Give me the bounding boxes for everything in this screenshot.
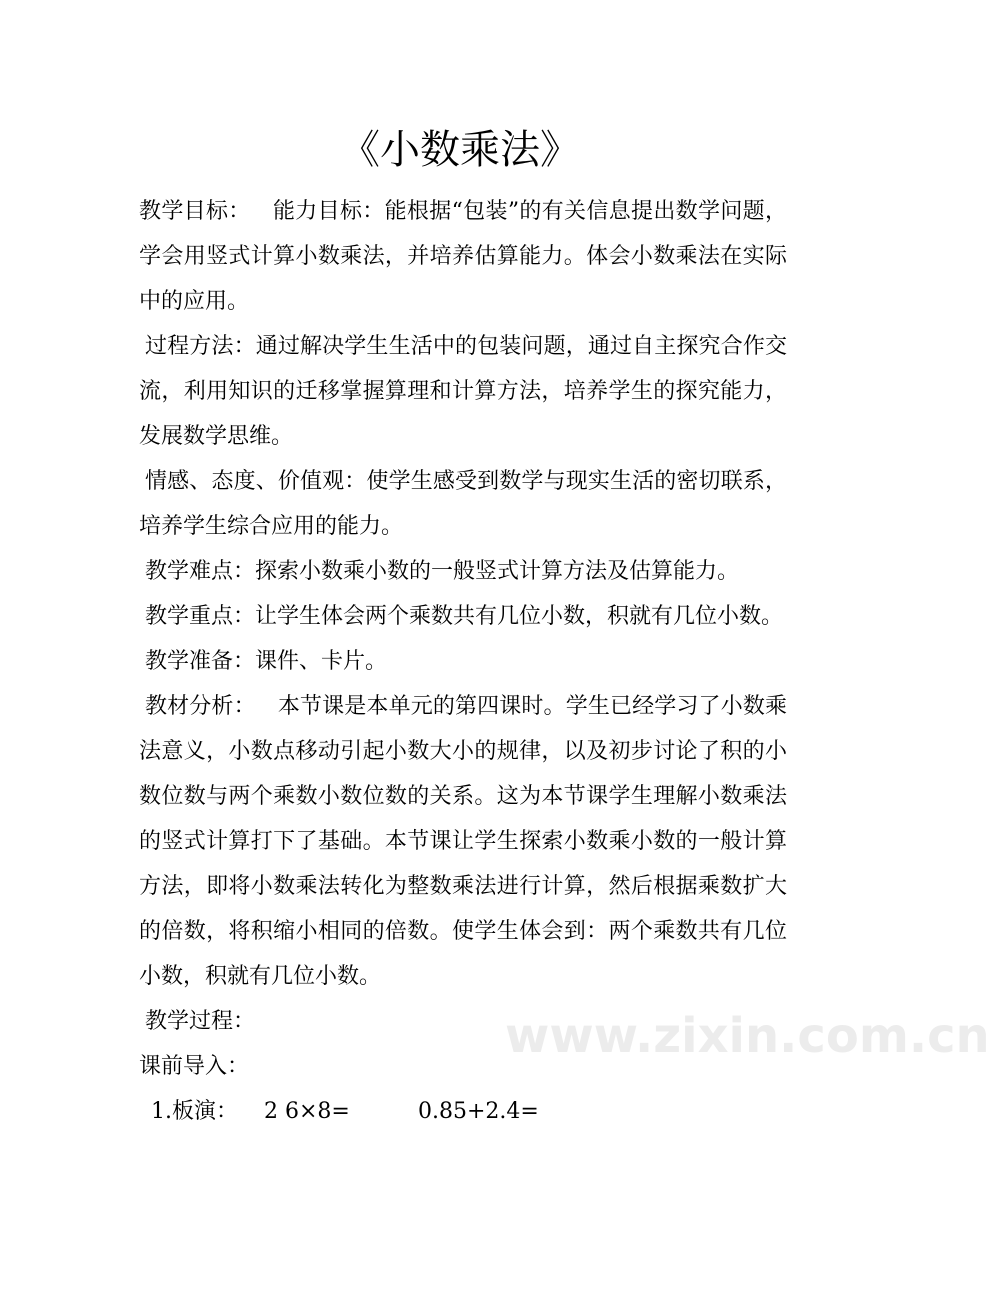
exercise-multiplication: 2 6×8=	[264, 1099, 350, 1124]
teaching-goal-text: 能力目标：能根据“包装”的有关信息提出数学问题，学会用竖式计算小数乘法，并培养估算能力。体会小数乘法在实际中的应用。	[139, 199, 787, 314]
teaching-goal-paragraph	[139, 189, 787, 324]
watermark-text: www.zixin.com.cn	[505, 1008, 990, 1064]
board-exercise-row	[139, 1089, 787, 1134]
board-exercise-label: 1.板演：	[151, 1099, 238, 1124]
exercise-addition: 0.85+2.4=	[418, 1099, 539, 1124]
teaching-key-paragraph: 教学重点：让学生体会两个乘数共有几位小数，积就有几位小数。	[145, 604, 784, 629]
process-method-paragraph: 过程方法：通过解决学生生活中的包装问题，通过自主探究合作交流，利用知识的迁移掌握算理和计算方法，培养学生的探究能力，发展数学思维。	[139, 334, 787, 449]
material-analysis-label: 教材分析：	[145, 694, 256, 719]
teaching-goal-label: 教学目标：	[139, 199, 251, 224]
teaching-process-heading: 教学过程：	[145, 1009, 256, 1034]
teaching-difficulty-paragraph: 教学难点：探索小数乘小数的一般竖式计算方法及估算能力。	[145, 559, 740, 584]
material-analysis-paragraph	[139, 684, 787, 999]
teaching-preparation-paragraph: 教学准备：课件、卡片。	[145, 649, 388, 674]
material-analysis-text: 本节课是本单元的第四课时。学生已经学习了小数乘法意义，小数点移动引起小数大小的规律，以及初步讨论了积的小数位数与两个乘数小数位数的关系。这为本节课学生理解小数乘法的竖式计算打下了基础。本节课让学生探索小数乘小数的一般计算方法，即将小数乘法转化为整数乘法进行计算，然后根据乘数扩大的倍数，将积缩小相同的倍数。使学生体会到：两个乘数共有几位小数，积就有几位小数。	[139, 694, 787, 989]
document-title: 《小数乘法》	[340, 127, 580, 173]
document-body	[139, 189, 787, 1134]
pre-class-intro-heading: 课前导入：	[139, 1054, 250, 1079]
emotion-attitude-paragraph: 情感、态度、价值观：使学生感受到数学与现实生活的密切联系，培养学生综合应用的能力。	[139, 469, 787, 539]
